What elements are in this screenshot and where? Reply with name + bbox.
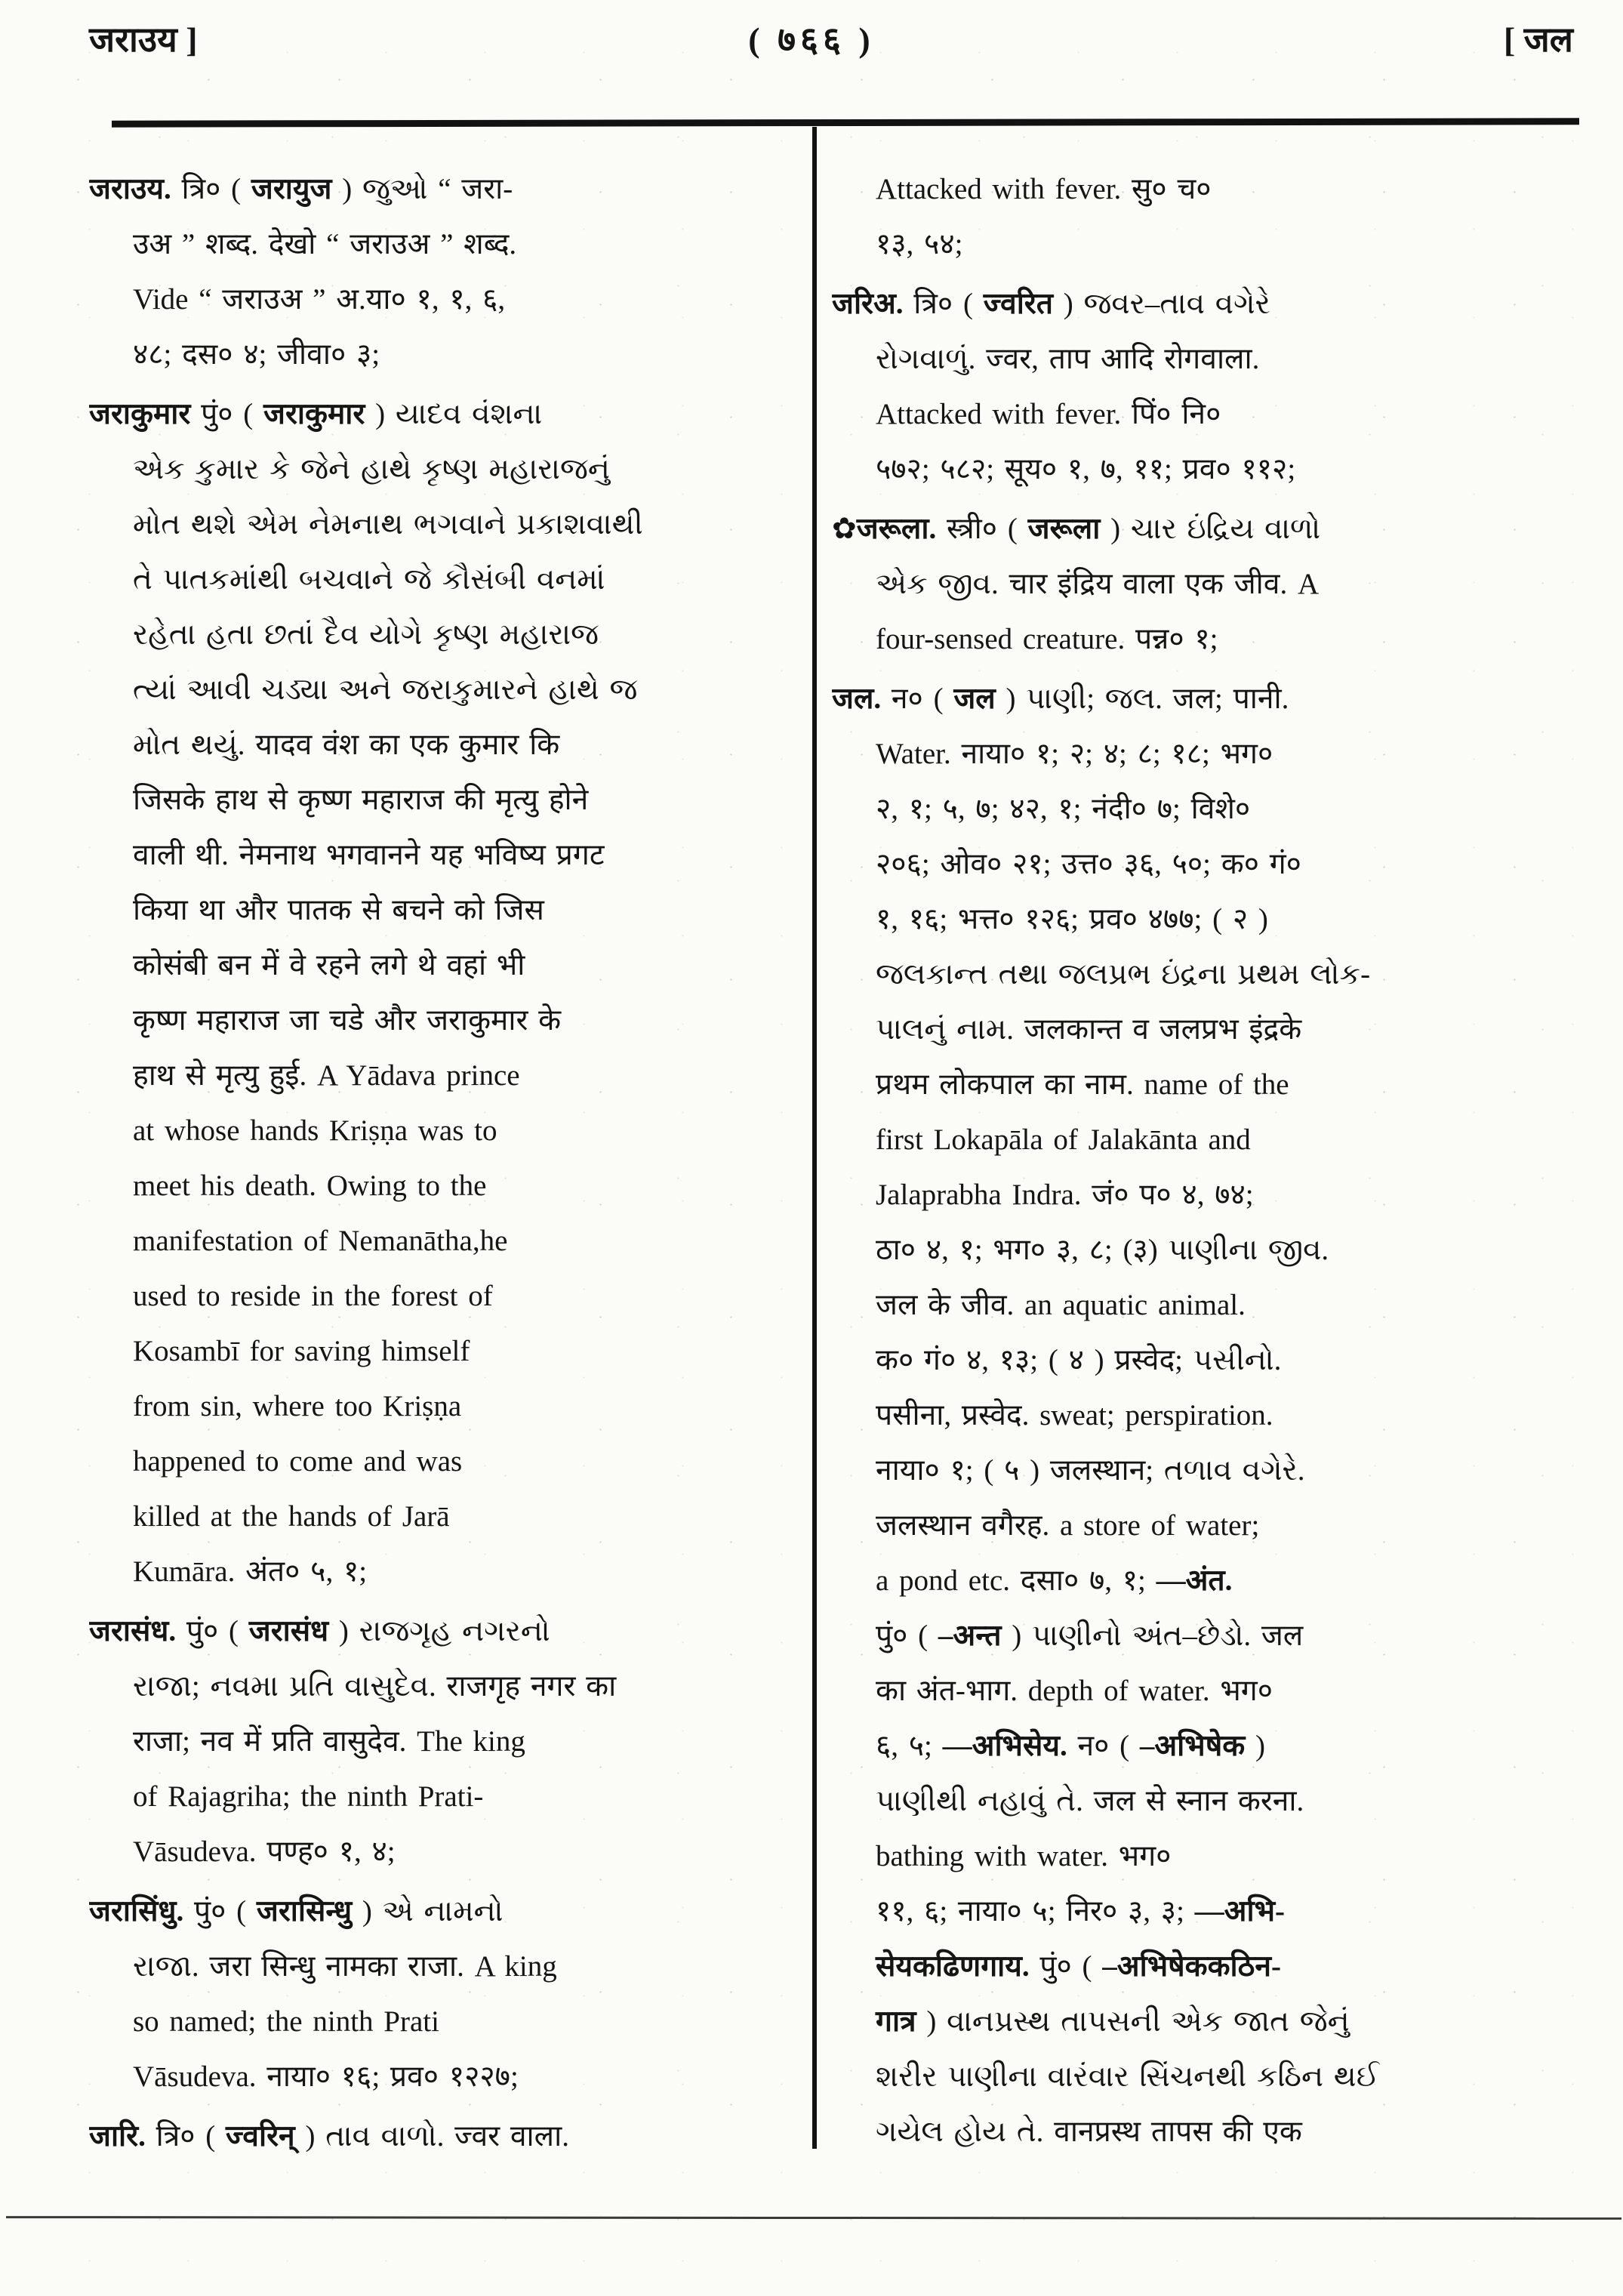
header-rule — [112, 118, 1579, 127]
text-line: Vāsudeva. पण्ह० १, ४; — [133, 1835, 396, 1868]
text-line: ✿जरूला. स्त्री० ( जरूला ) ચાર ઇંદ્રિય વાળો — [832, 513, 1321, 545]
text-line: રોગવાળું. ज्वर, ताप आदि रोगवाला. — [876, 343, 1260, 375]
text-line: at whose hands Kriṣṇa was to — [133, 1114, 497, 1147]
dictionary-entry — [89, 387, 808, 1599]
page-number: ( ७६६ ) — [748, 20, 875, 59]
text-line: जरिअ. त्रि० ( ज्वरित ) જવર–તાવ વગેરે — [832, 288, 1270, 320]
text-line: जरासिंधु. पुं० ( जरासिन्धु ) એ નામનો — [89, 1895, 504, 1928]
text-line: कृष्ण महाराज जा चडे और जराकुमार के — [133, 1004, 562, 1037]
text-line: किया था और पातक से बचने को जिस — [133, 894, 544, 926]
text-line: મોત થયું. यादव वंश का एक कुमार कि — [133, 729, 560, 761]
bottom-edge-line — [6, 2216, 1621, 2220]
dictionary-entry — [832, 671, 1581, 2159]
text-line: ગયેલ હોય તે. वानप्रस्थ तापस की एक — [876, 2116, 1302, 2148]
text-line: used to reside in the forest of — [133, 1280, 493, 1312]
text-line: ठा० ४, १; भग० ३, ८; (३) પાણીના જીવ. — [876, 1234, 1329, 1266]
text-line: Kumāra. अंत० ५, १; — [133, 1555, 368, 1588]
text-line: Vide “ जराउअ ” अ.या० १, १, ६, — [133, 283, 506, 316]
text-line: Water. नाया० १; २; ४; ८; १८; भग० — [876, 738, 1273, 770]
text-line: Jalaprabha Indra. जं० प० ४, ७४; — [876, 1179, 1254, 1211]
text-line: જલકાન્ત તથા જલપ્રભ ઇંદ્રના પ્રથમ લોક- — [876, 958, 1371, 991]
text-line: so named; the ninth Prati — [133, 2005, 439, 2038]
dictionary-entry — [89, 162, 808, 382]
text-line: गात्र ) વાનપ્રસ્થ તાપસની એક જાત જેનું — [876, 2005, 1350, 2038]
text-line: वाली थी. नेमनाथ भगवानने यह भविष्य प्रगट — [133, 839, 605, 871]
text-line: manifestation of Nemanātha,he — [133, 1225, 508, 1257]
text-line: of Rajagriha; the ninth Prati- — [133, 1780, 484, 1813]
text-line: का अंत-भाग. depth of water. भग० — [876, 1675, 1273, 1707]
text-line: Kosambī for saving himself — [133, 1335, 470, 1367]
text-line: जारि. त्रि० ( ज्वरिन् ) તાવ વાળો. ज्वर वाला. — [89, 2120, 569, 2153]
text-line: શરીર પાણીના વારંવાર સિંચનથી કઠિન થઈ — [876, 2060, 1379, 2093]
text-line: १, १६; भत्त० १२६; प्रव० ४७७; ( २ ) — [876, 903, 1268, 935]
text-line: १३, ५४; — [876, 228, 963, 260]
text-line: जराकुमार पुं० ( जराकुमार ) યાદવ વંશના — [89, 398, 543, 430]
guide-word-right: [ जल — [1503, 20, 1573, 59]
text-line: जल के जीव. an aquatic animal. — [876, 1289, 1246, 1321]
text-line: प्रथम लोकपाल का नाम. name of the — [876, 1068, 1289, 1101]
text-line: जल. न० ( जल ) પાણી; જલ. जल; पानी. — [832, 683, 1289, 715]
text-line: Attacked with fever. सु० च० — [876, 173, 1212, 205]
text-line: ४८; दस० ४; जीवा० ३; — [133, 338, 380, 371]
text-line: हाथ से मृत्यु हुई. A Yādava prince — [133, 1059, 520, 1092]
dictionary-entry — [89, 1884, 808, 2104]
dictionary-entry — [832, 501, 1581, 667]
text-line: મોત થશે એમ નેમનાથ ભગવાને પ્રકાશવાથી — [133, 508, 643, 541]
text-line: રાજા. जरा सिन्धु नामका राजा. A king — [133, 1950, 557, 1983]
text-line: bathing with water. भग० — [876, 1840, 1172, 1872]
dictionary-entry — [832, 276, 1581, 497]
text-line: २, १; ५, ७; ४२, १; नंदी० ७; विशे० — [876, 793, 1251, 825]
text-line: क० गं० ४, १३; ( ४ ) प्रस्वेद; પસીનો. — [876, 1344, 1282, 1376]
page-header — [0, 15, 1623, 69]
text-line: from sin, where too Kriṣṇa — [133, 1390, 462, 1422]
text-line: ५७२; ५८२; सूय० १, ७, ११; प्रव० ११२; — [876, 453, 1296, 485]
left-column — [89, 162, 808, 2168]
text-line: પાલનું નામ. जलकान्त व जलप्रभ इंद्रके — [876, 1013, 1302, 1046]
text-line: नाया० १; ( ५ ) जलस्थान; તળાવ વગેરે. — [876, 1454, 1305, 1487]
text-line: कोसंबी बन में वे रहने लगे थे वहां भी — [133, 949, 525, 982]
text-line: રાજા; નવમા પ્રતિ વાસુદેવ. राजगृह नगर का — [133, 1670, 617, 1703]
text-line: जरासंध. पुं० ( जरासंध ) રાજગૃહ નગરનો — [89, 1615, 550, 1647]
dictionary-entry — [89, 2109, 808, 2164]
text-line: Attacked with fever. पिं० नि० — [876, 398, 1221, 430]
text-line: એક કુમાર કે જેને હાથે કૃષ્ણ મહારાજનું — [133, 453, 610, 485]
text-line: राजा; नव में प्रति वासुदेव. The king — [133, 1725, 525, 1758]
text-line: four-sensed creature. पन्न० १; — [876, 623, 1218, 655]
text-line: રહેતા હતા છતાં દૈવ યોગે કૃષ્ણ મહારાજ — [133, 618, 599, 651]
column-divider — [812, 127, 817, 2149]
text-line: सेयकढिणगाय. पुं० ( –अभिषेककठिन- — [876, 1950, 1281, 1983]
text-line: ત્યાં આવી ચડ્યા અને જરાકુમારને હાથે જ — [133, 673, 638, 706]
text-line: killed at the hands of Jarā — [133, 1500, 450, 1533]
text-line: first Lokapāla of Jalakānta and — [876, 1123, 1251, 1156]
text-line: પાણીથી નહાવું તે. जल से स्नान करना. — [876, 1785, 1304, 1817]
text-line: ६, ५; —अभिसेय. न० ( –अभिषेक ) — [876, 1730, 1265, 1762]
text-line: એક જીવ. चार इंद्रिय वाला एक जीव. A — [876, 568, 1320, 600]
text-line: Vāsudeva. नाया० १६; प्रव० १२२७; — [133, 2060, 519, 2093]
text-line: जलस्थान वगैरह. a store of water; — [876, 1509, 1260, 1542]
dictionary-entry — [89, 1604, 808, 1879]
text-line: a pond etc. दसा० ७, १; —अंत. — [876, 1564, 1233, 1597]
guide-word-left: जराउय ] — [89, 20, 198, 59]
text-line: તે પાતકમાંથી બચવાને જે કૌસંબી વનમાં — [133, 563, 605, 596]
text-line: पुं० ( –अन्त ) પાણીનો અંત–છેડો. जल — [876, 1620, 1304, 1652]
text-line: meet his death. Owing to the — [133, 1170, 487, 1202]
text-line: ११, ६; नाया० ५; निर० ३, ३; —अभि- — [876, 1895, 1285, 1928]
dictionary-entry — [832, 162, 1581, 272]
text-line: happened to come and was — [133, 1445, 463, 1478]
text-line: जिसके हाथ से कृष्ण महाराज की मृत्यु होने — [133, 784, 589, 816]
text-line: २०६; ओव० २१; उत्त० ३६, ५०; क० गं० — [876, 848, 1301, 880]
text-line: जराउय. त्रि० ( जरायुज ) જુઓ “ जरा- — [89, 173, 513, 205]
right-column — [832, 162, 1581, 2164]
text-line: उअ ” शब्द. देखो “ जराउअ ” शब्द. — [133, 228, 517, 260]
text-line: पसीना, प्रस्वेद. sweat; perspiration. — [876, 1399, 1273, 1432]
